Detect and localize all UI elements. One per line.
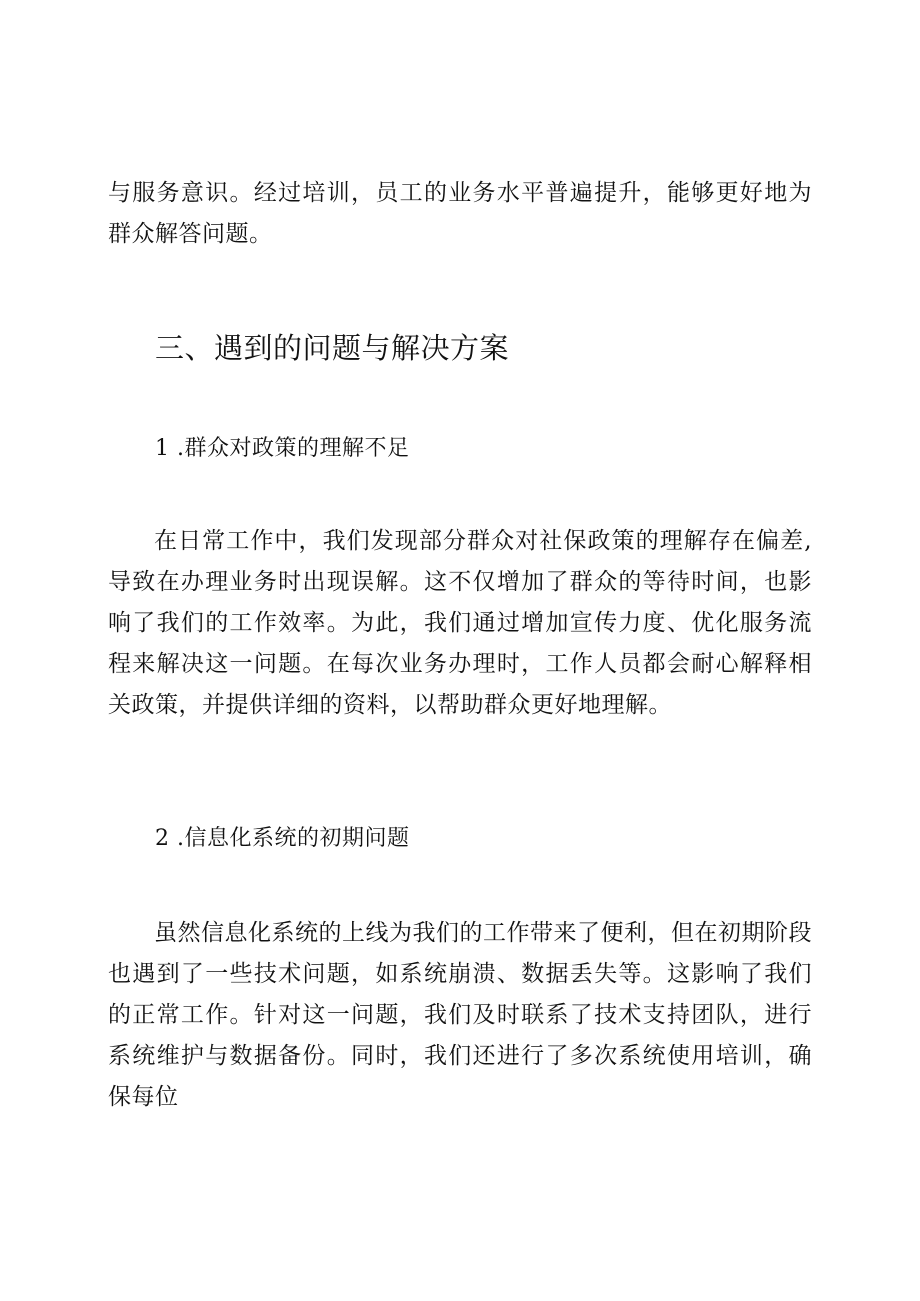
section-heading: 三、遇到的问题与解决方案	[155, 331, 510, 365]
intro-paragraph: 与服务意识。经过培训，员工的业务水平普遍提升，能够更好地为群众解答问题。	[108, 180, 812, 247]
policy-understanding-paragraph: 在日常工作中，我们发现部分群众对社保政策的理解存在偏差,导致在办理业务时出现误解。这不仅增加了群众的等待时间，也影响了我们的工作效率。为此，我们通过增加宣传力度、优化服务流程来解决这一问题。在每次业务办理时，工作人员都会耐心解释相关政策，并提供详细的资料，以帮助群众更好地理解。	[108, 528, 812, 718]
information-system-paragraph: 虽然信息化系统的上线为我们的工作带来了便利，但在初期阶段也遇到了一些技术问题，如系统崩溃、数据丢失等。这影响了我们的正常工作。针对这一问题，我们及时联系了技术支持团队，进行系统维护与数据备份。同时，我们还进行了多次系统使用培训，确保每位	[108, 920, 812, 1110]
subheading-information-system: 2 .信息化系统的初期问题	[155, 826, 410, 851]
subheading-policy-understanding: 1 .群众对政策的理解不足	[155, 436, 410, 461]
